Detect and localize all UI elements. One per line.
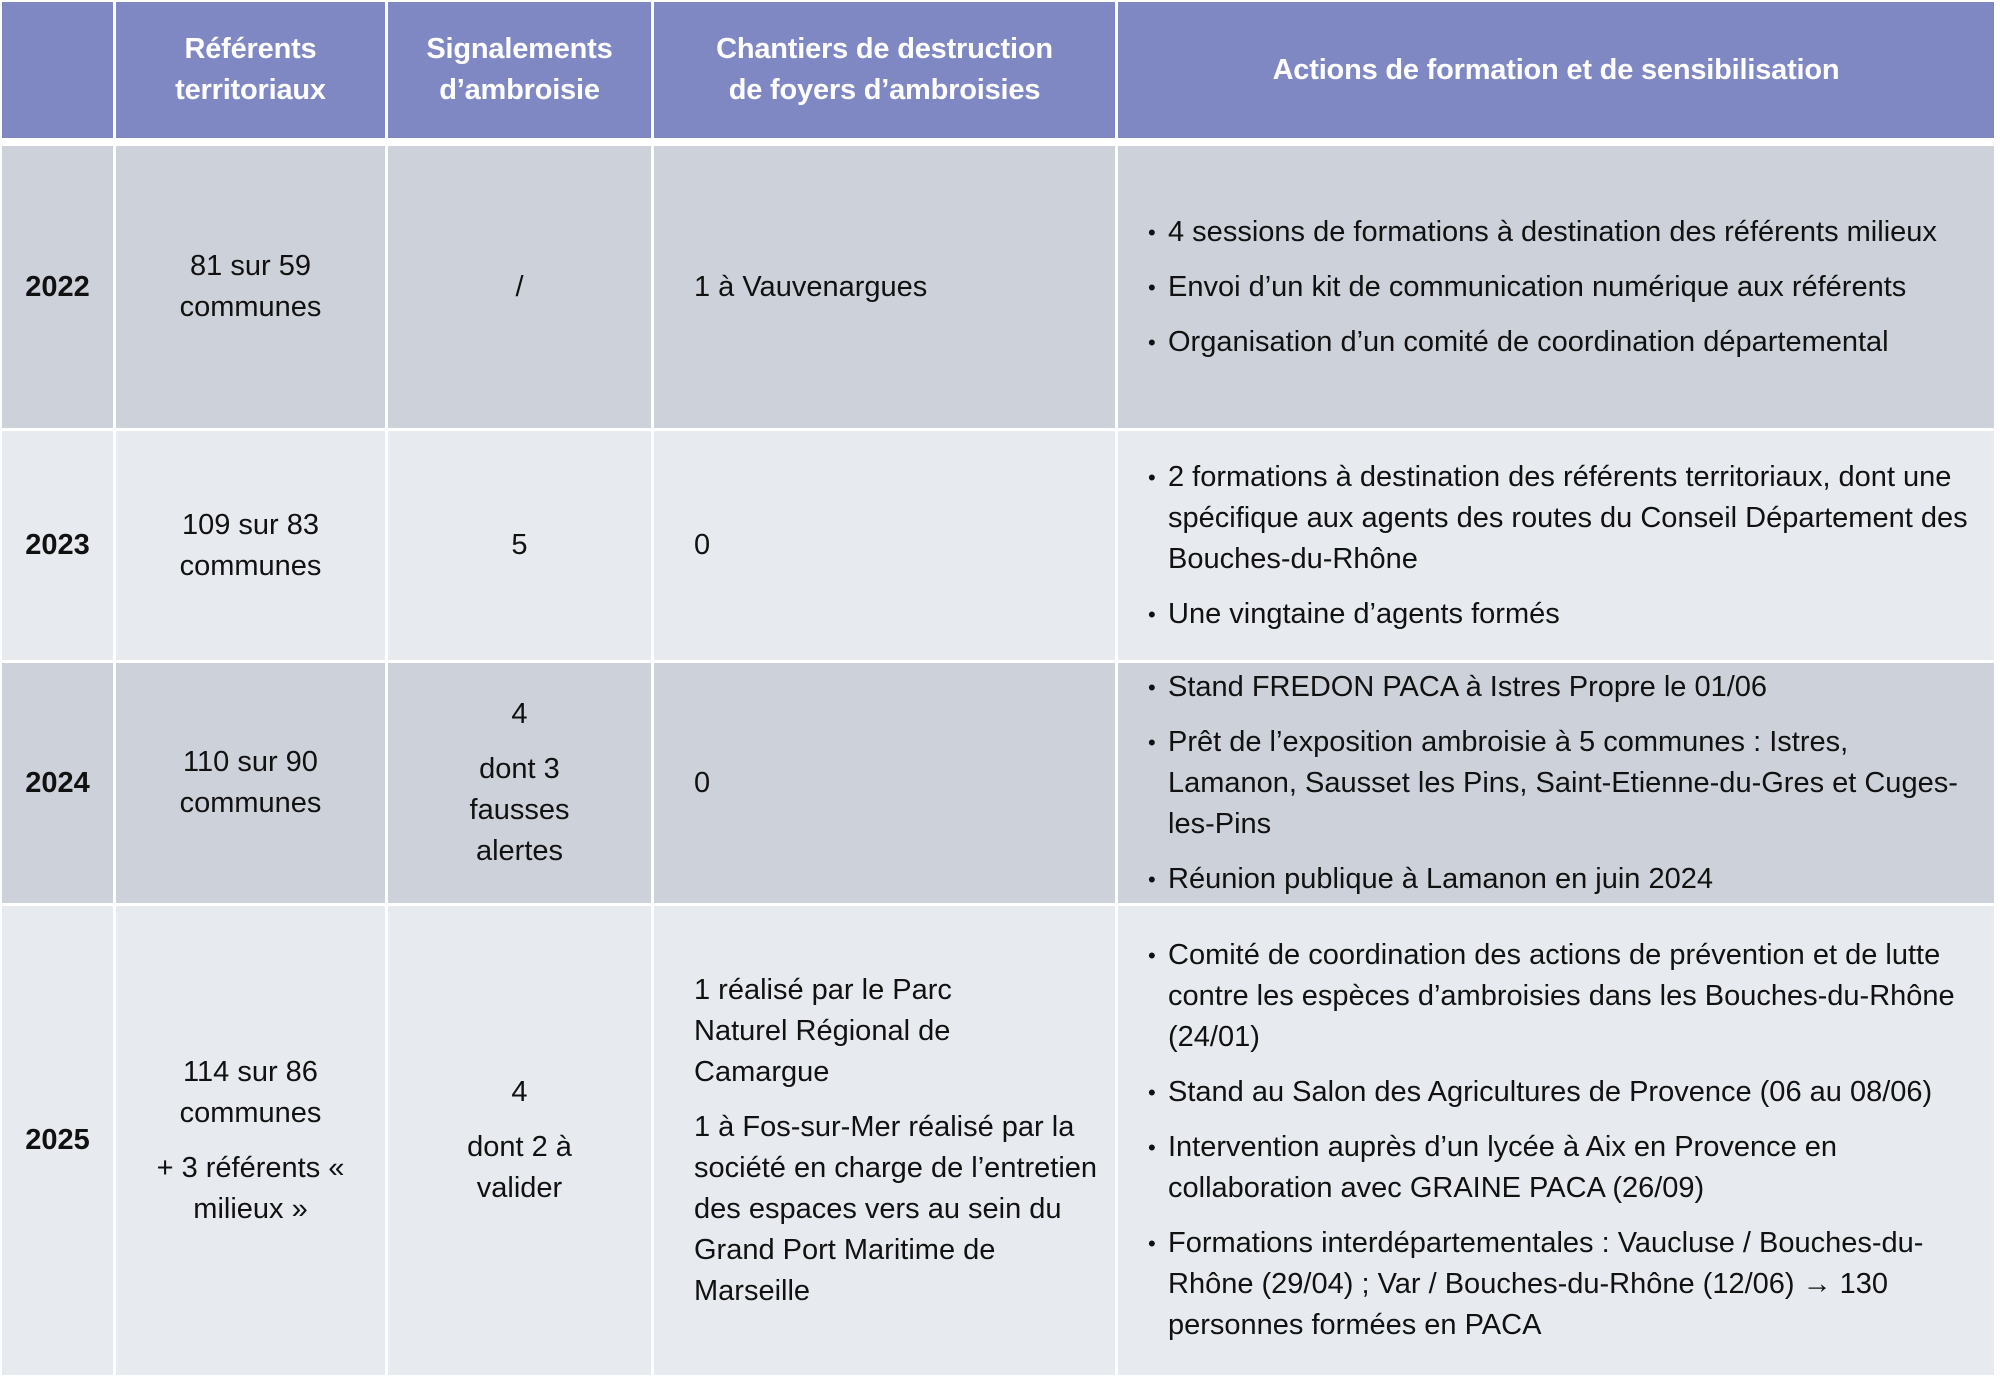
referents-text: 109 sur 83 communes — [179, 508, 322, 582]
table-row-2023 — [2, 431, 1994, 663]
table-row-2025 — [2, 906, 1994, 1378]
signalements-cell — [388, 663, 654, 906]
signalements-detail: dont 3 fausses alertes — [469, 753, 570, 867]
referents-text: 114 sur 86 communes — [179, 1055, 322, 1129]
action-item — [1148, 667, 1978, 708]
action-item — [1148, 267, 1978, 308]
header-signalements-line-1: Signalements — [426, 33, 613, 65]
bullet-icon: • — [1148, 729, 1156, 755]
ambroisie-summary-table — [2, 2, 1994, 1378]
bullet-icon: • — [1148, 866, 1156, 892]
header-chantiers-line-1: Chantiers de destruction — [716, 33, 1053, 65]
table-header — [2, 2, 1994, 146]
chantiers-text: 0 — [694, 529, 711, 561]
actions-list — [1148, 457, 1978, 635]
bullet-icon: • — [1148, 943, 1156, 968]
action-item — [1148, 457, 1978, 580]
actions-list — [1148, 935, 1978, 1346]
table-body — [2, 146, 1994, 1378]
action-text: Envoi d’un kit de communication numérique aux référents — [1168, 270, 1907, 303]
action-item — [1148, 594, 1978, 635]
signalements-text: / — [515, 270, 524, 303]
action-text: 4 sessions de formations à destination des référents milieux — [1168, 215, 1937, 248]
action-text: Organisation d’un comité de coordination départemental — [1168, 325, 1889, 358]
signalements-cell — [388, 906, 654, 1378]
header-chantiers — [654, 2, 1118, 146]
actions-cell — [1118, 146, 1994, 431]
header-actions — [1118, 2, 1994, 146]
referents-text: 110 sur 90 communes — [179, 746, 322, 819]
actions-cell — [1118, 431, 1994, 663]
referents-milieux-text: + 3 référents « milieux » — [156, 1151, 345, 1225]
referents-cell — [116, 146, 388, 431]
action-item — [1148, 212, 1978, 253]
action-item — [1148, 1223, 1978, 1346]
chantiers-cell — [654, 906, 1118, 1378]
action-item — [1148, 1072, 1978, 1113]
action-item — [1148, 859, 1978, 900]
bullet-icon: • — [1148, 1135, 1156, 1160]
action-text: Formations interdépartementales : Vaucluse / Bouches-du-Rhône (29/04) ; Var / Bouches-du-Rhône (12/06) → 130 personnes formées en PACA — [1168, 1227, 1924, 1341]
year-cell: 2024 — [2, 663, 116, 906]
actions-list — [1148, 212, 1978, 363]
bullet-icon: • — [1148, 601, 1156, 627]
action-text: Intervention auprès d’un lycée à Aix en Provence en collaboration avec GRAINE PACA (26/09) — [1168, 1131, 1838, 1204]
referents-cell — [116, 906, 388, 1378]
action-item — [1148, 322, 1978, 363]
referents-cell — [116, 431, 388, 663]
actions-cell — [1118, 663, 1994, 906]
chantiers-text: 0 — [694, 766, 711, 799]
year-cell: 2025 — [2, 906, 116, 1378]
chantiers-cell — [654, 146, 1118, 431]
year-cell: 2023 — [2, 431, 116, 663]
table-row-2022 — [2, 146, 1994, 431]
action-text: Comité de coordination des actions de prévention et de lutte contre les espèces d’ambroisies dans les Bouches-du-Rhône (24/01) — [1168, 939, 1955, 1053]
header-actions-line-1: Actions de formation et de sensibilisation — [1272, 53, 1840, 86]
bullet-icon: • — [1148, 1080, 1156, 1105]
action-text: Stand FREDON PACA à Istres Propre le 01/06 — [1168, 670, 1768, 703]
bullet-icon: • — [1148, 329, 1156, 355]
bullet-icon: • — [1148, 1231, 1156, 1256]
bullet-icon: • — [1148, 674, 1156, 700]
action-item — [1148, 722, 1978, 845]
chantiers-text: 1 réalisé par le Parc Naturel Régional de Camargue — [694, 973, 952, 1088]
referents-cell — [116, 663, 388, 906]
action-text: Prêt de l’exposition ambroisie à 5 communes : Istres, Lamanon, Sausset les Pins, Saint-Etienne-du-Gres et Cuges-les-Pins — [1168, 725, 1958, 840]
action-text: 2 formations à destination des référents territoriaux, dont une spécifique aux agents des routes du Conseil Département des Bouches-du-Rhône — [1168, 460, 1968, 575]
signalements-cell — [388, 431, 654, 663]
chantiers-cell — [654, 663, 1118, 906]
bullet-icon: • — [1148, 274, 1156, 300]
actions-list — [1148, 667, 1978, 900]
chantiers-text: 1 à Fos-sur-Mer réalisé par la société en charge de l’entretien des espaces vers au sein du Grand Port Maritime de Marseille — [694, 1110, 1098, 1307]
action-item — [1148, 1127, 1978, 1209]
signalements-count: 4 — [511, 698, 528, 730]
header-referents-territoriaux — [116, 2, 388, 146]
action-item — [1148, 935, 1978, 1058]
chantiers-cell — [654, 431, 1118, 663]
table-row-2024 — [2, 663, 1994, 906]
bullet-icon: • — [1148, 219, 1156, 245]
header-referents-line-1: Référents — [184, 33, 317, 65]
header-referents-line-2: territoriaux — [175, 74, 326, 106]
chantiers-text: 1 à Vauvenargues — [694, 270, 928, 303]
header-row — [2, 2, 1994, 146]
signalements-cell — [388, 146, 654, 431]
action-text: Stand au Salon des Agricultures de Provence (06 au 08/06) — [1168, 1076, 1933, 1108]
action-text: Une vingtaine d’agents formés — [1168, 597, 1560, 630]
header-chantiers-line-2: de foyers d’ambroisies — [728, 74, 1041, 106]
referents-text: 81 sur 59 communes — [179, 250, 322, 323]
header-signalements — [388, 2, 654, 146]
signalements-text: 5 — [511, 529, 528, 561]
header-year — [2, 2, 116, 146]
actions-cell — [1118, 906, 1994, 1378]
header-signalements-line-2: d’ambroisie — [439, 74, 600, 106]
signalements-count: 4 — [511, 1076, 528, 1108]
year-cell: 2022 — [2, 146, 116, 431]
signalements-detail: dont 2 à valider — [467, 1131, 572, 1204]
bullet-icon: • — [1148, 464, 1156, 490]
action-text: Réunion publique à Lamanon en juin 2024 — [1168, 862, 1713, 895]
